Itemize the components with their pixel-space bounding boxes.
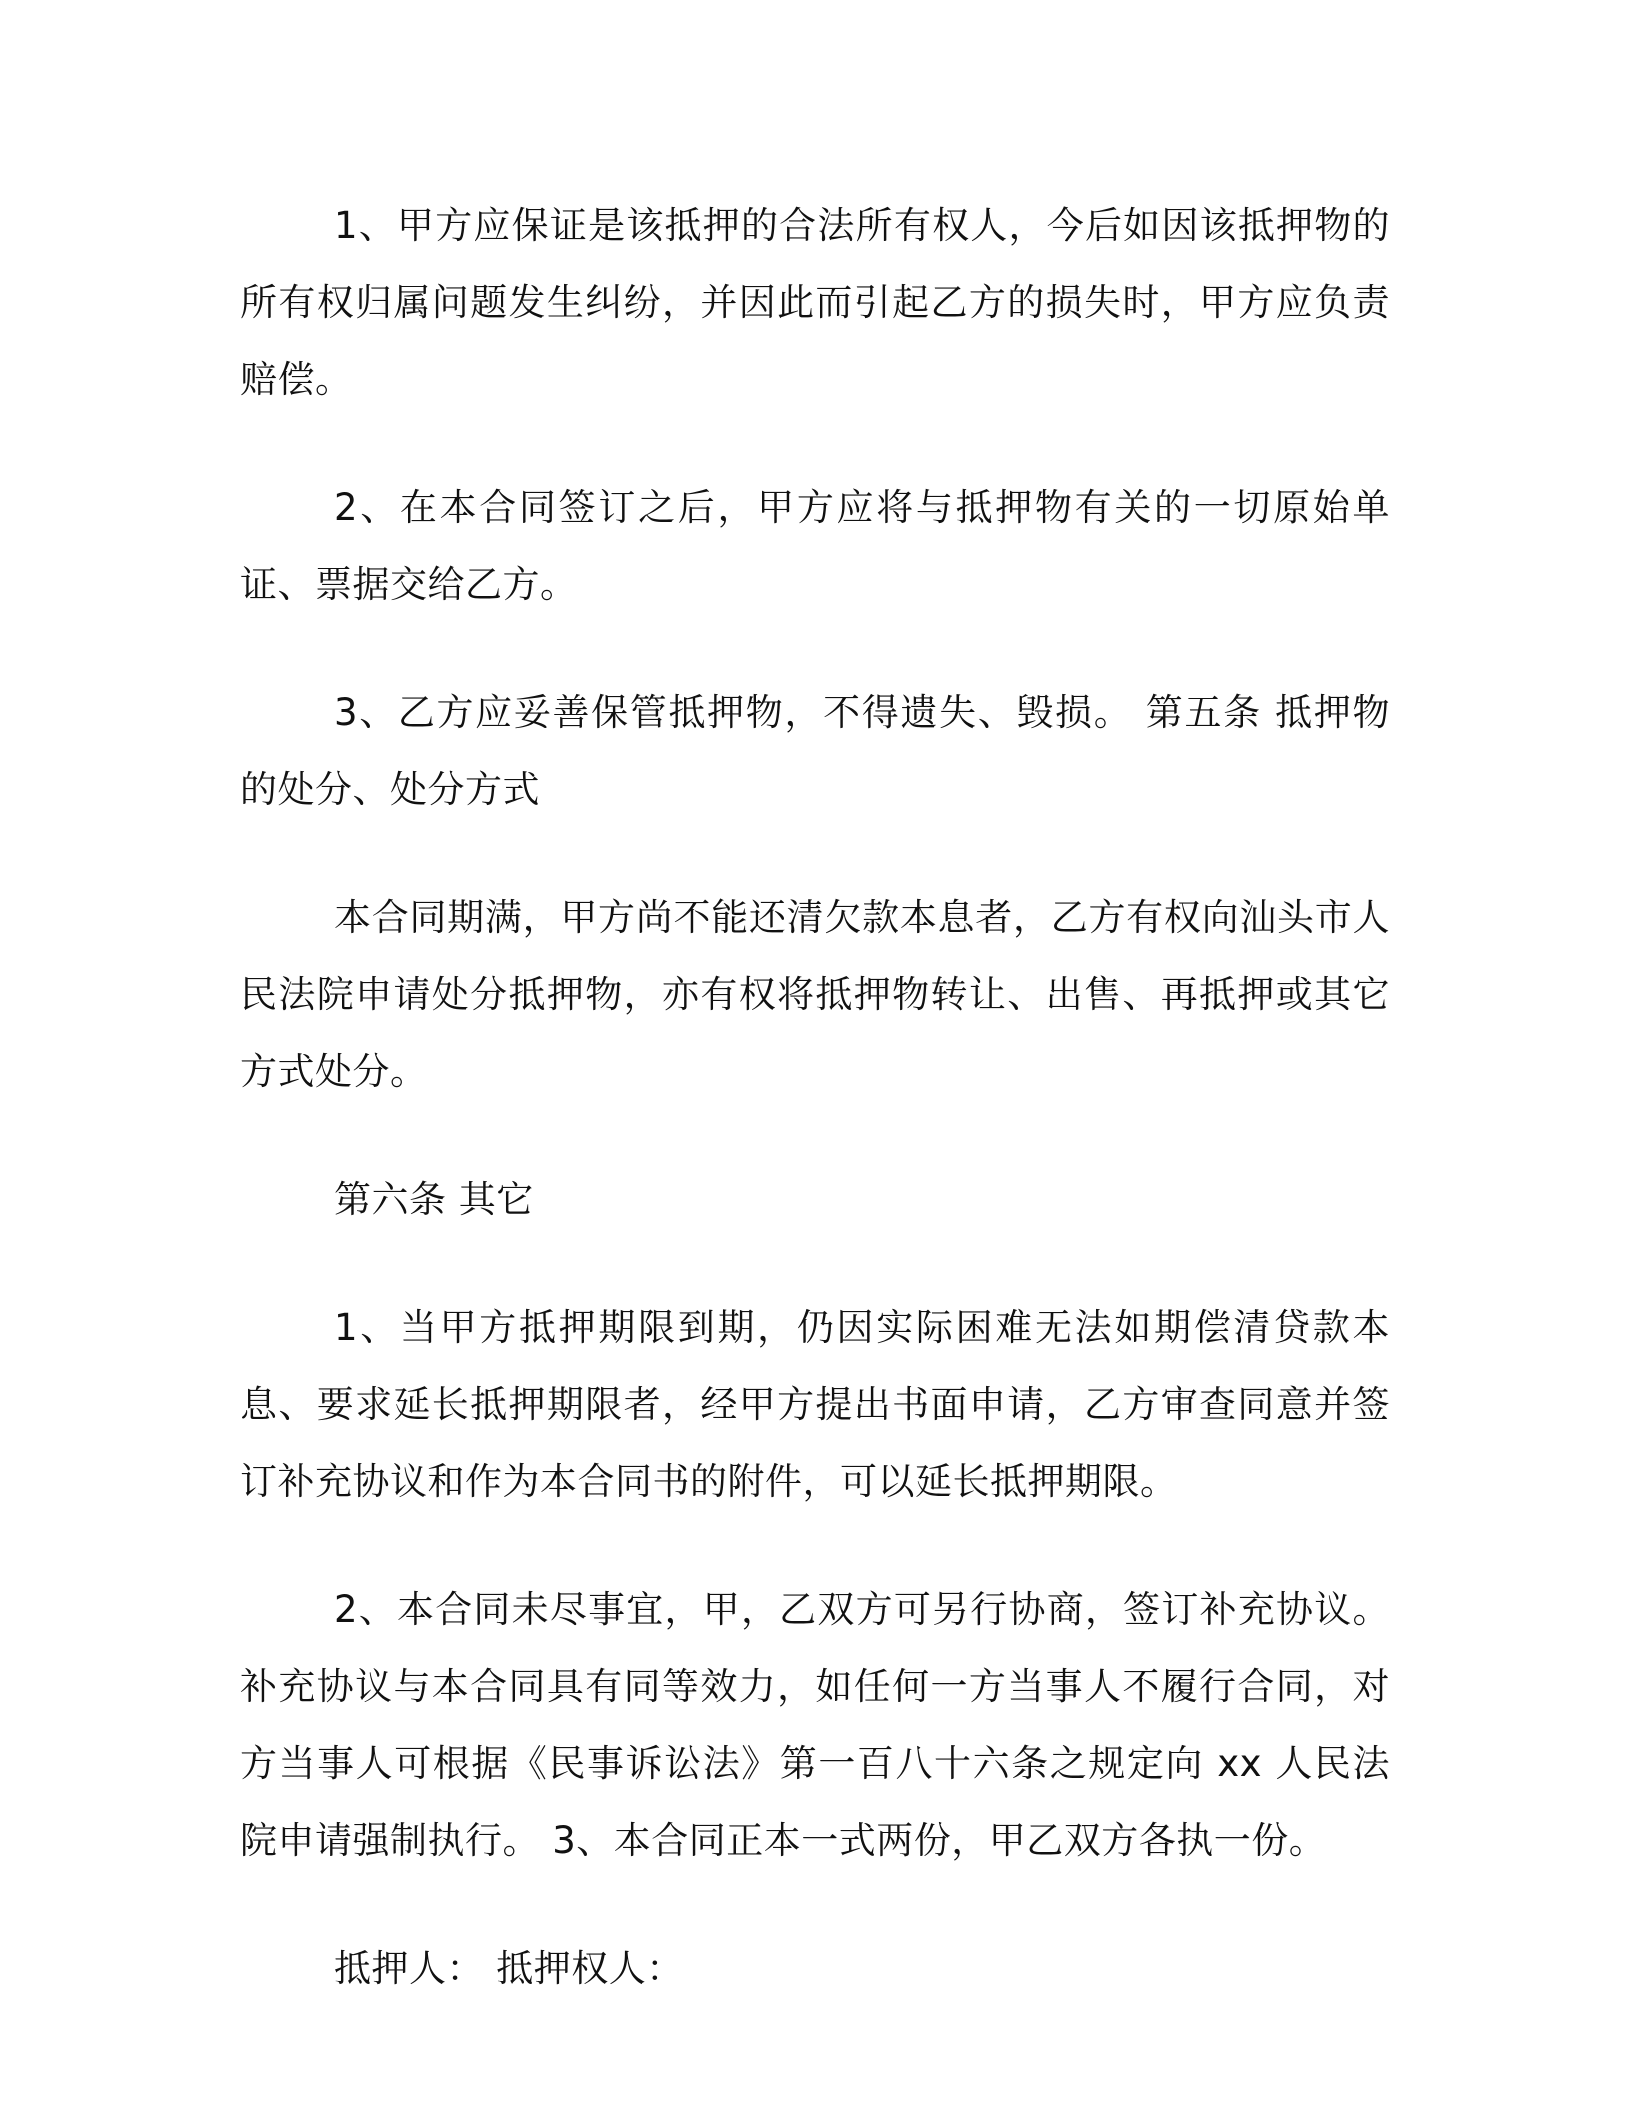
- signature-line: 抵押人： 抵押权人：: [334, 1947, 684, 1990]
- article-six-heading: 第六条 其它: [334, 1178, 534, 1221]
- paragraph-disposal-method: 本合同期满，甲方尚不能还清欠款本息者，乙方有权向汕头市人民法院申请处分抵押物，亦有权将抵押物转让、出售、再抵押或其它方式处分。: [240, 896, 1390, 1093]
- paragraph-extension: 1、当甲方抵押期限到期，仍因实际困难无法如期偿清贷款本息、要求延长抵押期限者，经甲方提出书面申请，乙方审查同意并签订补充协议和作为本合同书的附件，可以延长抵押期限。: [240, 1306, 1390, 1503]
- paragraph-hand-over-documents: 2、在本合同签订之后，甲方应将与抵押物有关的一切原始单证、票据交给乙方。: [240, 486, 1390, 606]
- document-body: [240, 187, 1390, 2058]
- paragraph-supplementary-agreement: 2、本合同未尽事宜，甲，乙双方可另行协商，签订补充协议。补充协议与本合同具有同等效力，如任何一方当事人不履行合同，对方当事人可根据《民事诉讼法》第一百八十六条之规定向 xx 人民法院申请强制执行。 3、本合同正本一式两份，甲乙双方各执一份。: [240, 1588, 1390, 1862]
- paragraph-owner-guarantee: 1、甲方应保证是该抵押的合法所有权人，今后如因该抵押物的所有权归属问题发生纠纷，并因此而引起乙方的损失时，甲方应负责赔偿。: [240, 204, 1390, 401]
- paragraph-safekeeping: 3、乙方应妥善保管抵押物，不得遗失、毁损。 第五条 抵押物的处分、处分方式: [240, 691, 1390, 811]
